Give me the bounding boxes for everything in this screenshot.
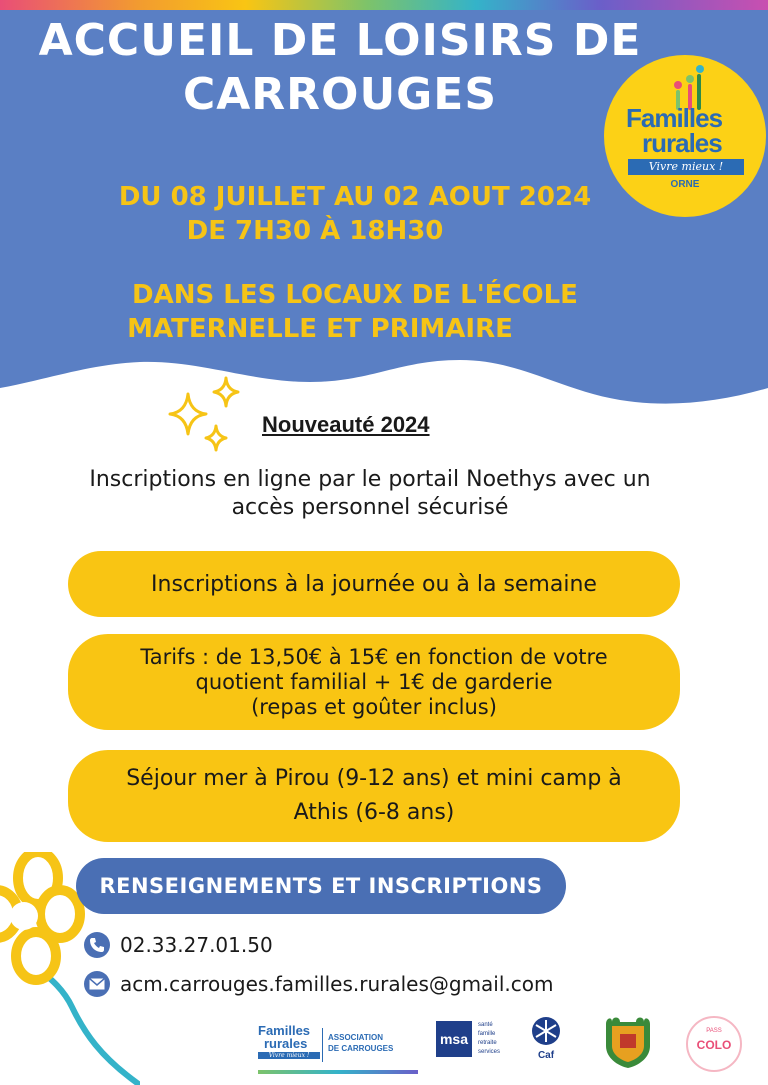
news-text-line-2: accès personnel sécurisé (231, 495, 509, 520)
pill-trips-line-2: Athis (6-8 ans) (293, 800, 455, 825)
title-line-2: CARROUGES (182, 69, 498, 120)
phone-number[interactable]: 02.33.27.01.50 (120, 933, 273, 957)
footer-assoc-line-1: ASSOCIATION (328, 1033, 383, 1042)
phone-icon (84, 932, 110, 958)
msa-logo (436, 1021, 516, 1061)
news-text (20, 466, 720, 522)
info-pill-trips (68, 750, 680, 842)
news-heading: Nouveauté 2024 (262, 412, 430, 437)
msa-line-1: santé (478, 1022, 493, 1028)
info-pill-schedule (68, 551, 680, 617)
email-address[interactable]: acm.carrouges.familles.rurales@gmail.com (120, 972, 554, 996)
footer-divider (322, 1028, 323, 1062)
msa-line-2: famille (478, 1031, 496, 1037)
location-line-1: DANS LES LOCAUX DE L'ÉCOLE (132, 280, 578, 310)
caf-logo (528, 1016, 564, 1066)
msa-line-4: services (478, 1049, 501, 1055)
footer-association-text (328, 1032, 393, 1054)
footer-assoc-line-2: DE CARROUGES (328, 1044, 394, 1053)
footer-fr-line-1: Familles (258, 1023, 311, 1038)
pill-pricing-line-3: (repas et goûter inclus) (251, 694, 497, 719)
contact-heading-text: RENSEIGNEMENTS ET INSCRIPTIONS (99, 874, 543, 898)
msa-text (478, 1021, 500, 1057)
pill-pricing-line-1: Tarifs : de 13,50€ à 15€ en fonction de votre (140, 644, 608, 669)
logo-region: ORNE (670, 179, 700, 190)
footer-color-bar (258, 1070, 418, 1074)
pill-trips-line-1: Séjour mer à Pirou (9-12 ans) et mini camp à (126, 766, 622, 791)
email-row[interactable] (84, 971, 554, 997)
rainbow-strip (0, 0, 768, 10)
sparkle-icon (162, 372, 248, 458)
caf-snowflake-icon (528, 1016, 564, 1046)
footer-familles-rurales-logo (258, 1024, 320, 1066)
title-line-1: ACCUEIL DE LOISIRS DE (38, 15, 642, 66)
logo-text-rurales: rurales (642, 128, 722, 158)
location-block (70, 278, 640, 346)
municipal-crest-icon (598, 1012, 658, 1070)
phone-row[interactable] (84, 932, 273, 958)
info-pill-pricing (68, 634, 680, 730)
logo-tagline: Vivre mieux ! (628, 159, 744, 175)
msa-line-3: retraite (478, 1040, 497, 1046)
pill-pricing-line-2: quotient familial + 1€ de garderie (195, 669, 553, 694)
footer-fr-line-2: rurales (264, 1036, 308, 1051)
pill-schedule-text: Inscriptions à la journée ou à la semaine (151, 571, 597, 597)
location-line-2: MATERNELLE ET PRIMAIRE (127, 314, 513, 344)
dates-line-2: DE 7H30 À 18H30 (186, 216, 444, 246)
footer-fr-tagline: Vivre mieux ! (258, 1052, 320, 1059)
contact-heading (76, 858, 566, 914)
caf-text: Caf (537, 1050, 555, 1061)
logo-text-familles: Familles (626, 103, 723, 133)
msa-mark: msa (436, 1021, 472, 1057)
dates-block (70, 180, 640, 248)
news-text-line-1: Inscriptions en ligne par le portail Noethys avec un (89, 467, 651, 492)
dates-line-1: DU 08 JUILLET AU 02 AOUT 2024 (118, 182, 592, 212)
email-icon (84, 971, 110, 997)
pass-colo-small: PASS (706, 1028, 722, 1034)
pass-colo-logo (686, 1016, 742, 1072)
page-title (20, 14, 660, 122)
pass-colo-text: COLO (696, 1038, 732, 1052)
